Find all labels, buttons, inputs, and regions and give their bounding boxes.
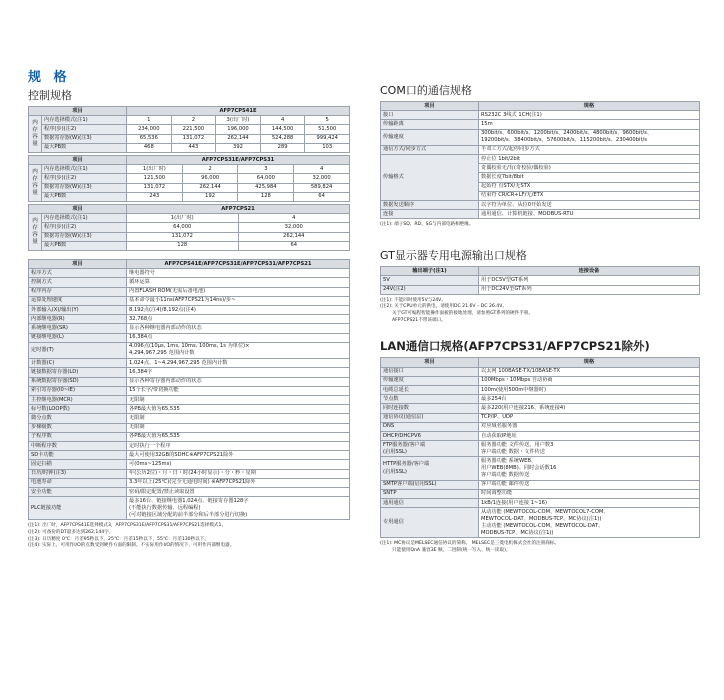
note-line: (注1): 出厂时，AFP7CPS41E选择模式3，AFP7CPS31E/AFP7CPS31/AFP7CPS21选择模式1。: [28, 523, 227, 529]
row-label: 通信方式/同步方式: [381, 145, 479, 154]
mode-cell: 4: [260, 116, 305, 125]
value-cell: 103: [305, 143, 350, 152]
value-cell: 半双工方式/起停同步方式: [479, 145, 700, 154]
value-cell: 各PB最大值为65,535: [127, 432, 350, 441]
table-row: [29, 278, 350, 287]
value-cell: 最多16台、链接继电器1,024点、链接寄存器128字 (不能执行数据传输、远程编程) (可对链接区域分配的前半部分和后半部分进行切换): [127, 497, 350, 520]
table-row: [29, 405, 350, 414]
value-cell: 128: [238, 192, 294, 201]
com-spec-table: [380, 101, 700, 219]
table-row: [29, 377, 350, 386]
value-cell: 用于DC5V型GT系列: [479, 276, 700, 285]
table-row: [381, 155, 700, 164]
value-cell: 自动获取IP地址: [479, 431, 700, 440]
value-cell: 数据长度7bit/8bit: [479, 173, 700, 182]
row-label: 程序(步)(注2): [42, 174, 127, 183]
row-label: 最大PB数: [42, 192, 127, 201]
memory-side-label: 内 存 容 量: [29, 116, 42, 153]
value-cell: 51,500: [305, 125, 350, 134]
table-row: [381, 201, 700, 210]
table-row: [381, 395, 700, 404]
table-row: [29, 451, 350, 460]
mode-cell: 3(出厂时): [216, 116, 261, 125]
table-row: [29, 269, 350, 278]
row-label: 外部输入(X)/输出(Y): [29, 306, 127, 315]
table-row: [381, 376, 700, 385]
value-cell: 从动功能 (MEWTOCOL-COM、MEWTOCOL7-COM、 MEWTOCOL-DAT、MODBUS-TCP、MC协议(注1)) 主动功能 (MEWTOCOL-COM、MEWTOCOL-DAT、 MODBUS-TCP、MC协议(注1)): [479, 508, 700, 538]
row-label: 传输格式: [381, 155, 479, 201]
table-row: [29, 324, 350, 333]
value-cell: 443: [171, 143, 216, 152]
memory-table-s21: [28, 204, 350, 251]
table-row: [29, 296, 350, 305]
row-label: 专用通信: [381, 508, 479, 538]
com-spec-title: COM口的通信规格: [380, 84, 472, 97]
value-cell: 16,384字: [127, 368, 350, 377]
mode-cell: 1(出厂时): [127, 214, 238, 223]
value-cell: 1kB/1连接(用户连接 1~16): [479, 499, 700, 508]
value-cell: 对应域名服务器: [479, 422, 700, 431]
control-spec-title: 控制规格: [28, 89, 72, 102]
lan-spec-title: LAN通信口规格(AFP7CPS31/AFP7CPS21除外): [380, 339, 650, 354]
table-row: [29, 432, 350, 441]
note-line: (注2): 可备份的DT最多达到262,144字。: [28, 530, 114, 536]
value-cell: 262,144: [182, 183, 238, 192]
value-cell: 可(0ms~125ms): [127, 460, 350, 469]
row-label: SNTP: [381, 489, 479, 498]
note-line: (注2): 关于CPU单元的供电，请使用DC 21.6V – DC 26.4V。: [380, 304, 507, 310]
memory-table-s31: [28, 155, 350, 202]
table-row: [29, 460, 350, 469]
memory-table-s41e: [28, 106, 350, 153]
value-cell: 继电器符号: [127, 269, 350, 278]
row-label: 内存选择模式(注1): [42, 214, 127, 223]
row-label: 通信接口: [381, 367, 479, 376]
value-cell: 1,024点、1~4,294,967,295 范围内计数: [127, 359, 350, 368]
value-cell: 425,984: [238, 183, 294, 192]
table-row: [29, 386, 350, 395]
value-cell: 起始符 有STX/无STX: [479, 182, 700, 191]
row-label: 接口: [381, 111, 479, 120]
value-cell: 64: [294, 192, 350, 201]
row-label: 同时连接数: [381, 404, 479, 413]
value-cell: 定时执行一个程序: [127, 441, 350, 450]
page-title: 规 格: [28, 70, 71, 85]
memory-side-label: 内 存 容 量: [29, 214, 42, 251]
table-row: [381, 422, 700, 431]
value-cell: 589,824: [294, 183, 350, 192]
value-cell: 128: [127, 241, 238, 250]
table-row: [381, 431, 700, 440]
table-row: [29, 414, 350, 423]
value-cell: 最多254台: [479, 395, 700, 404]
value-cell: 100m(使用500m中继器时): [479, 385, 700, 394]
value-cell: 64: [238, 241, 350, 250]
row-label: 中断程序数: [29, 441, 127, 450]
row-label: 连接: [381, 210, 479, 219]
value-cell: 262,144: [216, 134, 261, 143]
value-cell: 以太网 100BASE-TX/10BASE-TX: [479, 367, 700, 376]
value-cell: TCP/IP、UDP: [479, 413, 700, 422]
gt-output-table: [380, 266, 700, 295]
value-cell: 15m: [479, 120, 700, 129]
value-cell: 289: [260, 143, 305, 152]
row-label: 计数器(C): [29, 359, 127, 368]
table-header-model: AFP7CPS21: [127, 205, 350, 214]
value-cell: 15个长字/带切换功能: [127, 386, 350, 395]
spec-table-body: [29, 269, 350, 520]
note-line: AFP7CPS21不带该端口。: [392, 317, 446, 323]
left-column: [28, 66, 350, 550]
table-header-item: 项目: [29, 156, 127, 165]
value-cell: 通用通信、计算机链接、MODBUS-RTU: [479, 210, 700, 219]
table-row: [381, 480, 700, 489]
table-row: [29, 333, 350, 342]
row-label: 数据寄存器(W)(注3): [42, 183, 127, 192]
table-row: [381, 385, 700, 394]
row-label: 链接数据寄存器(LD): [29, 368, 127, 377]
note-line: (注3): 日历精度 0℃：月差95秒以下，25℃：月差15秒以下，55℃：月差130秒以下。: [28, 536, 209, 542]
value-cell: 密码/限定配置/禁止读取设置: [127, 487, 350, 496]
com-notes: [380, 222, 700, 229]
value-cell: RS232C 3线式 1CH(注1): [479, 111, 700, 120]
row-label: 最大PB数: [42, 241, 127, 250]
table-row: [381, 120, 700, 129]
mode-cell: 3: [238, 165, 294, 174]
value-cell: 用于DC24V型GT系列: [479, 285, 700, 294]
value-cell: 3.3年以上(25℃)(完全无通电时间) ※AFP7CPS21除外: [127, 478, 350, 487]
value-cell: 客户端功能 邮件传送: [479, 480, 700, 489]
value-cell: 144,500: [260, 125, 305, 134]
value-cell: 服务器功能 系统WEB、 用户WEB(8MB)、同时会话数16 客户端功能 数据传送: [479, 457, 700, 480]
table-row: [29, 306, 350, 315]
table-row: [381, 210, 700, 219]
right-column: [380, 82, 700, 555]
com-table-body: [381, 111, 700, 219]
value-cell: 64,000: [127, 223, 238, 232]
row-label: 运算处理速度: [29, 296, 127, 305]
row-label: SD卡功能: [29, 451, 127, 460]
table-row: [29, 487, 350, 496]
row-label: 数据寄存器(W)(注3): [42, 232, 127, 241]
value-cell: 524,288: [260, 134, 305, 143]
row-label: 程序内存: [29, 287, 127, 296]
row-label: 电缆总延长: [381, 385, 479, 394]
value-cell: 年(公历2位)・月・日・时(24小时显示)・分・秒・星期: [127, 469, 350, 478]
row-label: 5V: [381, 276, 479, 285]
note-line: 只能使用QnA 兼容3E 帧、二进制(统一写入、统一读取)。: [392, 548, 511, 554]
row-label: 传输速度: [381, 129, 479, 145]
note-line: (注1): 不能同时使用5V与24V。: [380, 297, 446, 303]
value-cell: 4,096点(10μs, 1ms, 10ms, 100ms, 1s 为单位)× 4,294,967,295 范围内计数: [127, 342, 350, 358]
mode-cell: 5: [305, 116, 350, 125]
table-row: [381, 404, 700, 413]
table-row: [381, 499, 700, 508]
table-header-model: AFP7CPS41E: [127, 107, 350, 116]
row-label: 内存选择模式(注1): [42, 116, 127, 125]
row-label: 固定扫描: [29, 460, 127, 469]
table-row: [381, 457, 700, 480]
value-cell: 8,192点(注4)/8,192点(注4): [127, 306, 350, 315]
value-cell: 392: [216, 143, 261, 152]
value-cell: 最多220(用户连接216、系统连接4): [479, 404, 700, 413]
value-cell: 时间调整功能: [479, 489, 700, 498]
lan-table-body: [381, 367, 700, 538]
value-cell: 无限制: [127, 423, 350, 432]
table-row: [29, 287, 350, 296]
table-row: [381, 441, 700, 457]
row-label: 传输距离: [381, 120, 479, 129]
value-cell: 192: [182, 192, 238, 201]
row-label: 传输速度: [381, 376, 479, 385]
value-cell: 300bit/s、600bit/s、1200bit/s、2400bit/s、4800bit/s、9600bit/s、 19200bit/s、38400bit/s、57600bit/s、115200bit/s、230400bit/s: [479, 129, 700, 145]
memory-side-label: 内 存 容 量: [29, 165, 42, 202]
table-row: [29, 315, 350, 324]
row-label: 主控继电器(MCR): [29, 395, 127, 404]
table-row: [381, 367, 700, 376]
lan-notes: [380, 541, 700, 554]
value-cell: 262,144: [238, 232, 350, 241]
table-row: [29, 342, 350, 358]
value-cell: 结束符 CR/CR+LF/无/ETX: [479, 191, 700, 200]
value-cell: 32,768点: [127, 315, 350, 324]
table-header-item: 项目: [381, 102, 479, 111]
table-row: [381, 489, 700, 498]
row-label: 程序(步)(注2): [42, 223, 127, 232]
note-line: 关于GT可编程智能操作面板的接地处理，请参照GT系列的硬件手册。: [392, 311, 534, 317]
row-label: 微分点数: [29, 414, 127, 423]
row-label: 数据寄存器(W)(注3): [42, 134, 127, 143]
value-cell: 131,072: [127, 183, 183, 192]
row-label: SMTP客户端(启用SSL): [381, 480, 479, 489]
row-label: 内部继电器(R): [29, 315, 127, 324]
value-cell: 243: [127, 192, 183, 201]
row-label: 索引寄存器(I0~IE): [29, 386, 127, 395]
row-label: 步梯级数: [29, 423, 127, 432]
value-cell: 221,500: [171, 125, 216, 134]
value-cell: 64,000: [238, 174, 294, 183]
table-row: [29, 469, 350, 478]
row-label: 24V(注2): [381, 285, 479, 294]
row-label: 节点数: [381, 395, 479, 404]
value-cell: 服务器功能 文件传送、用户数3 客户端功能 数据・文件传送: [479, 441, 700, 457]
row-label: 安全功能: [29, 487, 127, 496]
gt-notes: [380, 298, 700, 325]
value-cell: 内置FLASH ROM(无需后备电池): [127, 287, 350, 296]
mode-cell: 4: [294, 165, 350, 174]
table-row: [381, 508, 700, 538]
row-label: 电池寿命: [29, 478, 127, 487]
value-cell: 奇偶校验无/有(奇校验/偶校验): [479, 164, 700, 173]
mode-cell: 1: [127, 116, 172, 125]
row-label: 通用通信: [381, 499, 479, 508]
table-row: [29, 359, 350, 368]
value-cell: 循环运算: [127, 278, 350, 287]
value-cell: 100Mbps・10Mbps 自动协商: [479, 376, 700, 385]
row-label: 程序方式: [29, 269, 127, 278]
row-label: HTTP服务器/客户端 (启用SSL): [381, 457, 479, 480]
value-cell: 16,384点: [127, 333, 350, 342]
table-row: [381, 413, 700, 422]
value-cell: 最大可使用32GB的SDHC※AFP7CPS21除外: [127, 451, 350, 460]
value-cell: 停止位 1bit/2bit: [479, 155, 700, 164]
table-header-item: 项目: [29, 107, 127, 116]
value-cell: 65,536: [127, 134, 172, 143]
value-cell: 131,072: [171, 134, 216, 143]
note-line: (注4): 实际上，可用作I/O的点数受到硬件方面的限制。不实际用作I/O的情况下，可用作内部继电器。: [28, 543, 235, 549]
table-header-spec: 规格: [479, 358, 700, 367]
row-label: 标号数(LOOP数): [29, 405, 127, 414]
table-row: [29, 423, 350, 432]
value-cell: 121,500: [127, 174, 183, 183]
mode-cell: 1(出厂时): [127, 165, 183, 174]
table-row: [29, 441, 350, 450]
value-cell: 234,000: [127, 125, 172, 134]
control-spec-table: [28, 259, 350, 520]
lan-spec-table: [380, 357, 700, 538]
table-header-item: 项目: [381, 358, 479, 367]
table-header-item: 项目: [29, 205, 127, 214]
row-label: 子程序数: [29, 432, 127, 441]
value-cell: 196,000: [216, 125, 261, 134]
row-label: 控制方式: [29, 278, 127, 287]
table-header-device: 连接设备: [479, 267, 700, 276]
value-cell: 999,424: [305, 134, 350, 143]
gt-output-title: GT显示器专用电源输出口规格: [380, 249, 527, 263]
value-cell: 显示各种继电器内部动作的状态: [127, 324, 350, 333]
value-cell: 32,000: [238, 223, 350, 232]
value-cell: 各PB最大值为65,535: [127, 405, 350, 414]
row-label: 最大PB数: [42, 143, 127, 152]
row-label: DHCP/DHCPV6: [381, 431, 479, 440]
table-header-item: 项目: [29, 260, 127, 269]
row-label: 数据发送顺序: [381, 201, 479, 210]
table-header-terminal: 输出端子(注1): [381, 267, 479, 276]
table-row: [29, 478, 350, 487]
table-row: [29, 395, 350, 404]
value-cell: 以字符为单位、从位0开始发送: [479, 201, 700, 210]
value-cell: 468: [127, 143, 172, 152]
mode-cell: 4: [238, 214, 350, 223]
value-cell: 无限制: [127, 414, 350, 423]
row-label: DNS: [381, 422, 479, 431]
value-cell: 131,072: [127, 232, 238, 241]
row-label: 日历/时钟(注3): [29, 469, 127, 478]
table-row: [381, 145, 700, 154]
note-line: (注1): MC协议是MELSEC通信协议的简称。 MELSEC是三菱电机株式会社的注册商标。: [380, 541, 560, 547]
control-notes: [28, 523, 350, 550]
row-label: 通信协议(通信层): [381, 413, 479, 422]
value-cell: 32,000: [294, 174, 350, 183]
row-label: 系统数据寄存器(SD): [29, 377, 127, 386]
row-label: 链接继电器(L): [29, 333, 127, 342]
table-row: [381, 129, 700, 145]
table-header-spec: 规格: [479, 102, 700, 111]
table-row: [381, 111, 700, 120]
table-row: [29, 368, 350, 377]
value-cell: 无限制: [127, 395, 350, 404]
row-label: 定时器(T): [29, 342, 127, 358]
mode-cell: 2: [171, 116, 216, 125]
row-label: PLC链接功能: [29, 497, 127, 520]
table-header-models: AFP7CPS41E/AFP7CPS31E/AFP7CPS31/AFP7CPS21: [127, 260, 350, 269]
row-label: 程序(步)(注2): [42, 125, 127, 134]
row-label: 内存选择模式(注1): [42, 165, 127, 174]
note-line: (注1): 端子SD、RD、SG与内部电路相绝缘。: [380, 222, 474, 228]
mode-cell: 2: [182, 165, 238, 174]
row-label: 系统继电器(SR): [29, 324, 127, 333]
row-label: FTP服务器/客户端 (启用SSL): [381, 441, 479, 457]
value-cell: 96,000: [182, 174, 238, 183]
value-cell: 显示各种寄存器内部动作的状态: [127, 377, 350, 386]
table-header-model: AFP7CPS31E/AFP7CPS31: [127, 156, 350, 165]
table-row: [29, 497, 350, 520]
value-cell: 基本命令最小11ns(AFP7CPS21为14ns)/步~: [127, 296, 350, 305]
